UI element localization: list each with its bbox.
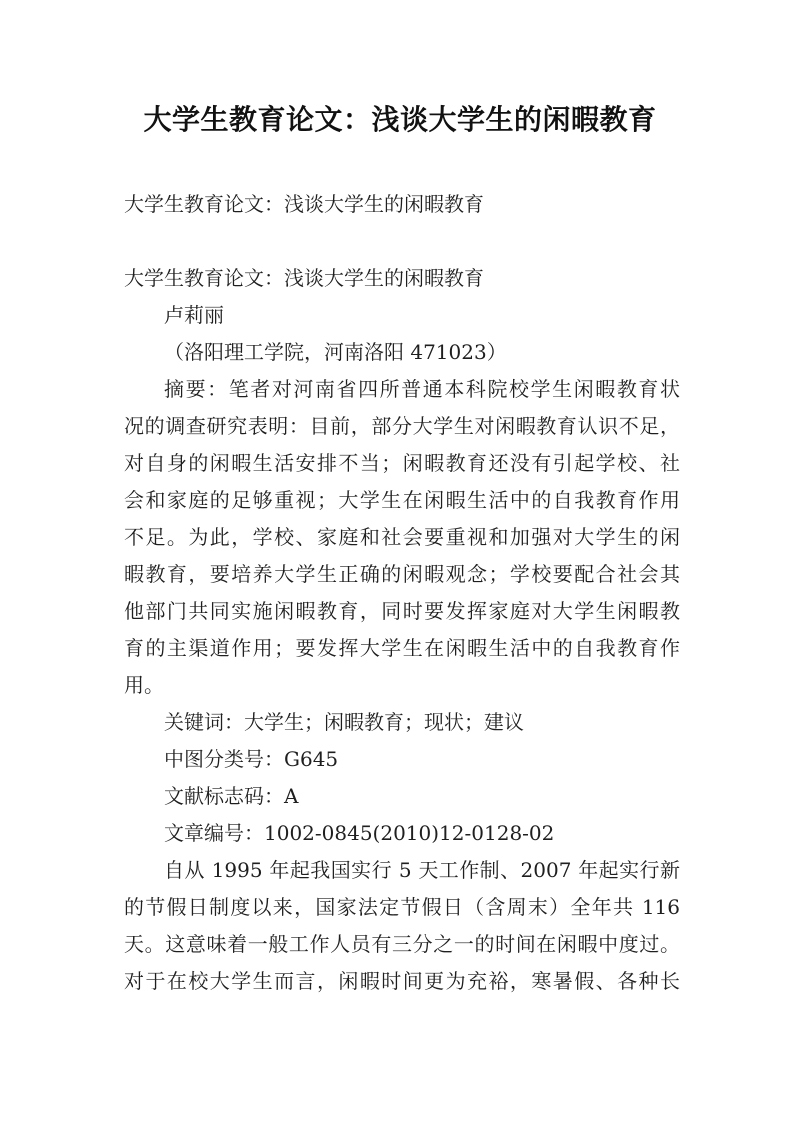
abstract-line: 不足。为此，学校、家庭和社会要重视和加强对大学生的闲 [124, 525, 680, 549]
article-body [124, 260, 680, 1000]
abstract-line: 暇教育，要培养大学生正确的闲暇观念；学校要配合社会其 [124, 562, 680, 586]
document-code: 文献标志码：A [164, 784, 299, 808]
keywords: 关键词：大学生；闲暇教育；现状；建议 [164, 710, 524, 734]
clc-number: 中图分类号：G645 [164, 747, 339, 771]
body-line: 自从 1995 年起我国实行 5 天工作制、2007 年起实行新 [164, 858, 680, 882]
article-number: 文章编号：1002-0845(2010)12-0128-02 [164, 821, 555, 845]
abstract-line: 会和家庭的足够重视；大学生在闲暇生活中的自我教育作用 [124, 488, 680, 512]
body-line: 天。这意味着一般工作人员有三分之一的时间在闲暇中度过。 [124, 932, 680, 956]
abstract-line: 他部门共同实施闲暇教育，同时要发挥家庭对大学生闲暇教 [124, 599, 680, 623]
abstract-line: 摘要：笔者对河南省四所普通本科院校学生闲暇教育状 [164, 377, 680, 401]
abstract-line: 育的主渠道作用；要发挥大学生在闲暇生活中的自我教育作 [124, 636, 680, 660]
author-name: 卢莉丽 [164, 303, 224, 327]
abstract-line: 况的调查研究表明：目前，部分大学生对闲暇教育认识不足， [124, 414, 680, 438]
body-line: 对于在校大学生而言，闲暇时间更为充裕，寒暑假、各种长 [124, 969, 680, 993]
repeated-title-1: 大学生教育论文：浅谈大学生的闲暇教育 [124, 192, 484, 216]
body-line: 的节假日制度以来，国家法定节假日（含周末）全年共 116 [124, 895, 680, 919]
abstract-line: 对自身的闲暇生活安排不当；闲暇教育还没有引起学校、社 [124, 451, 680, 475]
page-title: 大学生教育论文：浅谈大学生的闲暇教育 [143, 103, 657, 136]
abstract-line: 用。 [124, 673, 164, 697]
author-affiliation: （洛阳理工学院，河南洛阳 471023） [164, 340, 507, 364]
repeated-title-2: 大学生教育论文：浅谈大学生的闲暇教育 [124, 266, 484, 290]
